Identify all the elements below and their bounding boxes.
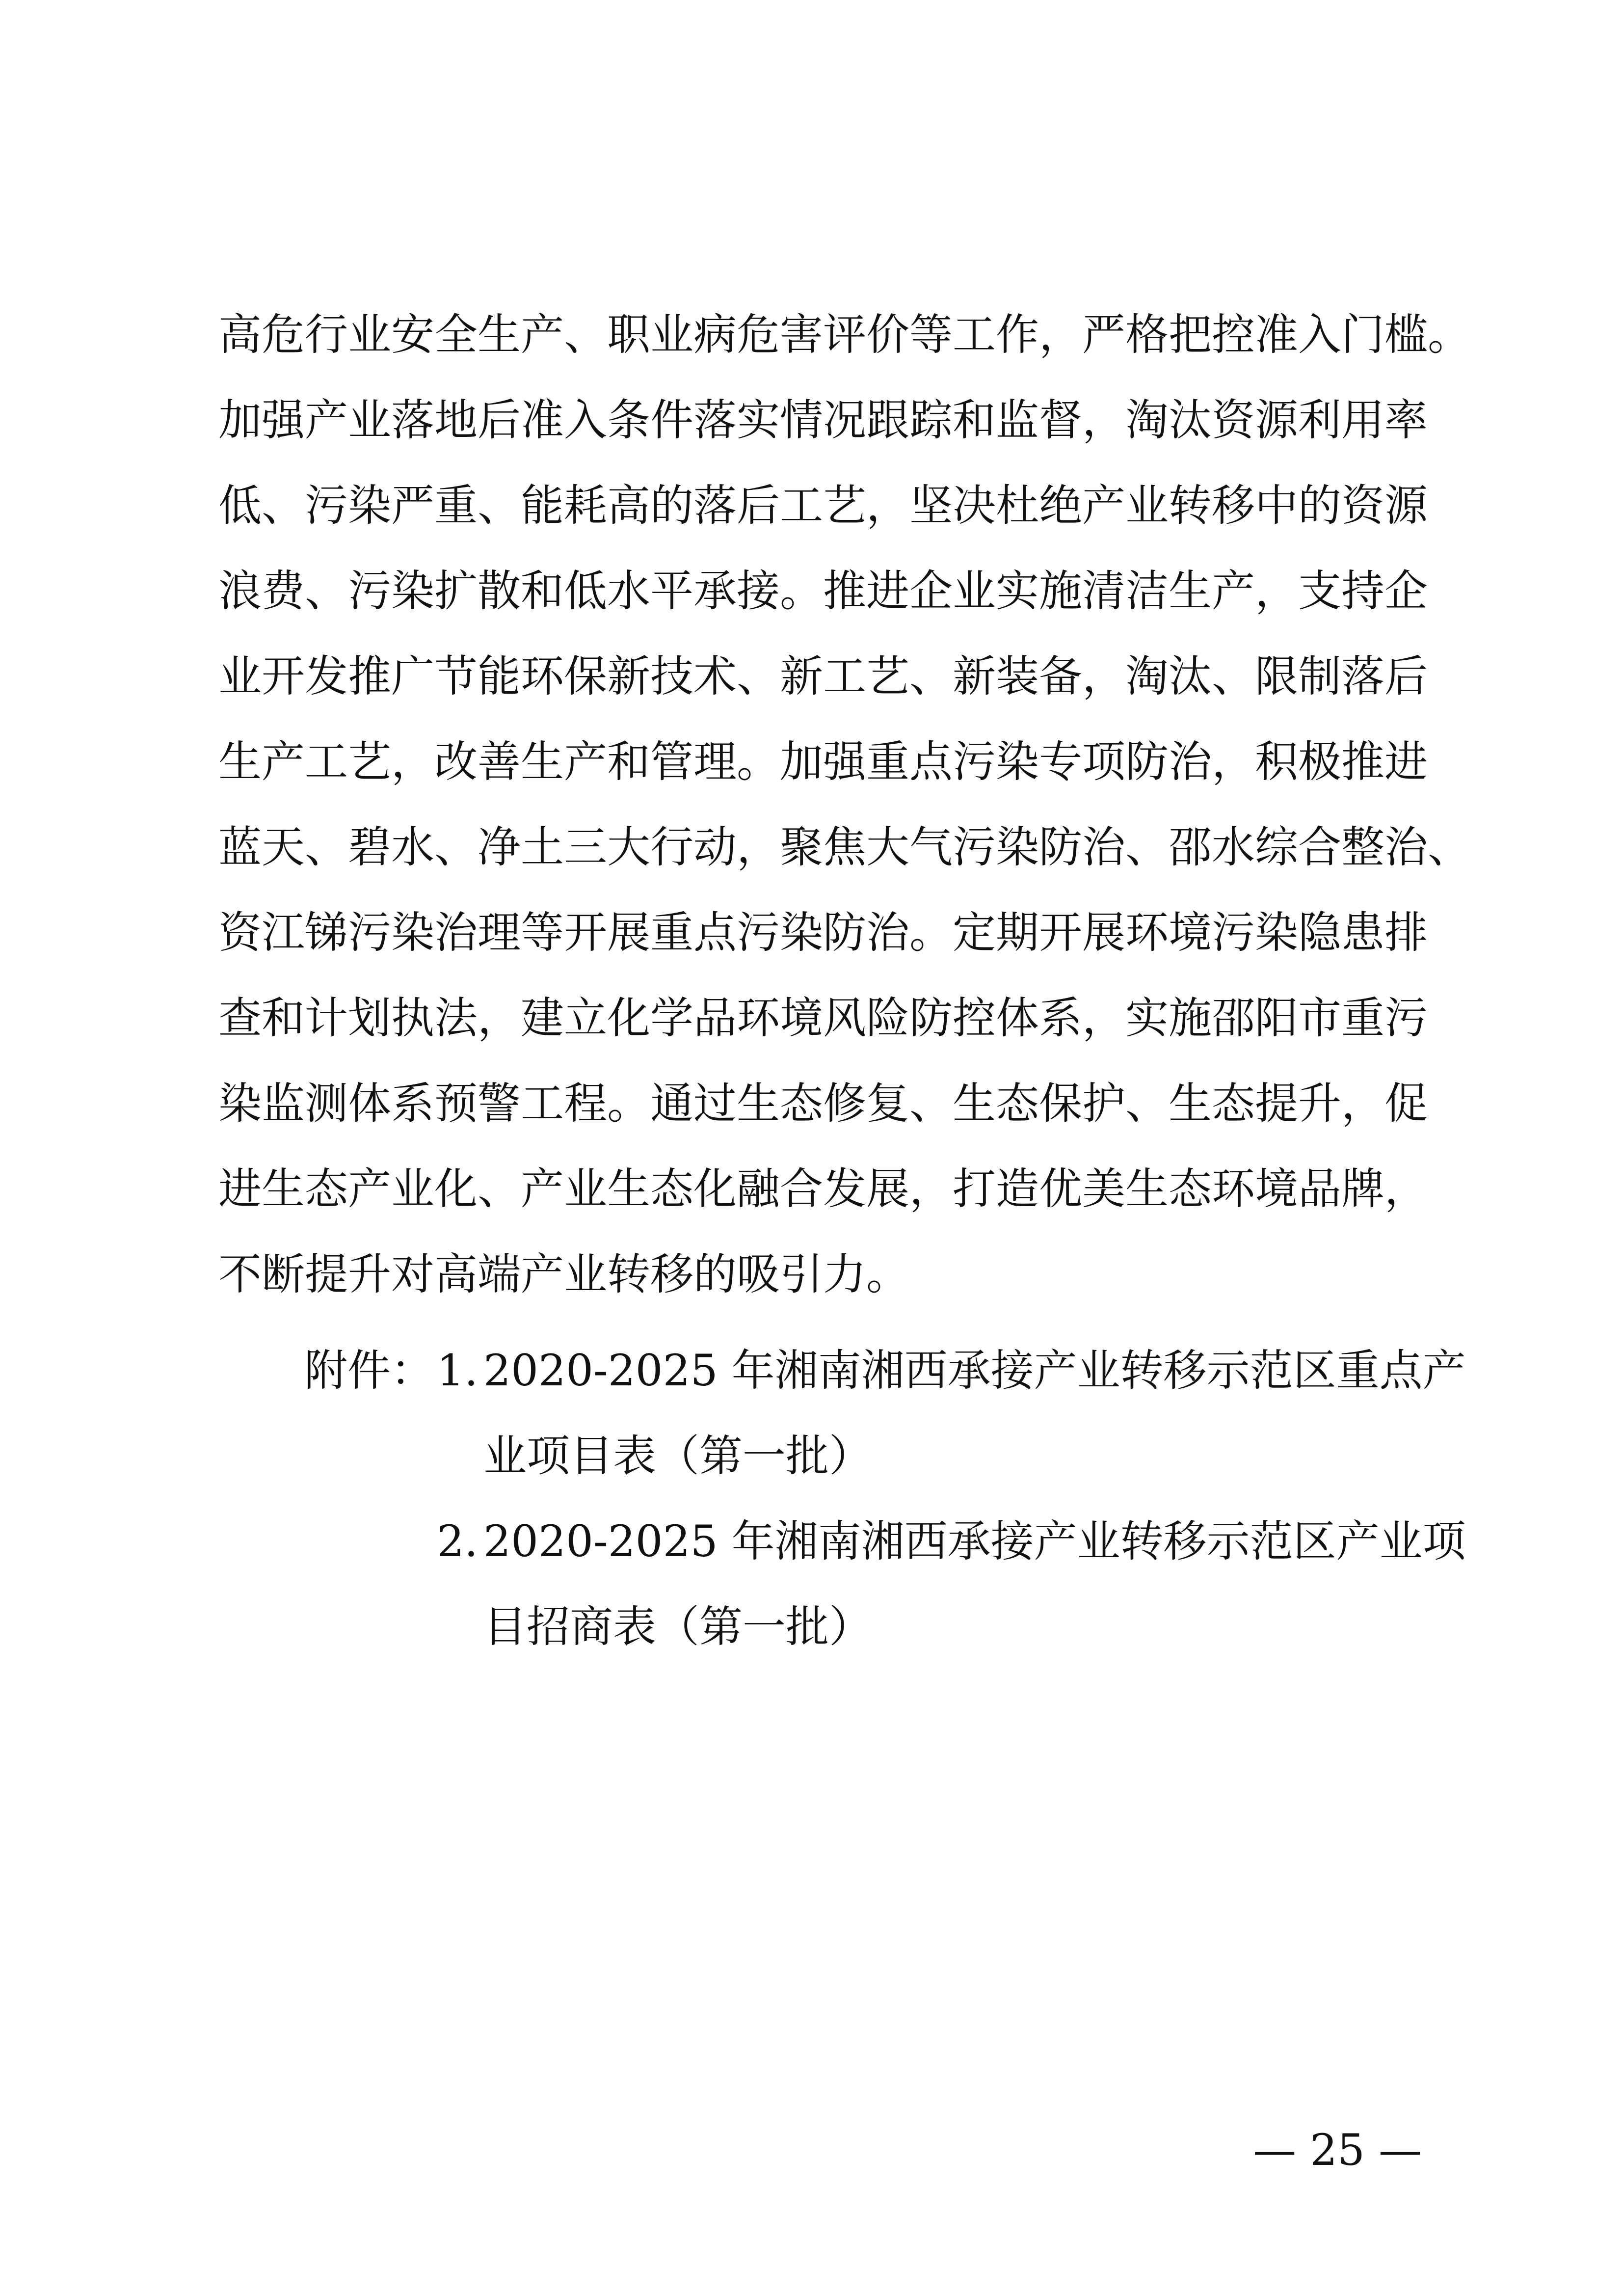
page-number: — 25 — [1253, 2125, 1422, 2175]
attachment-item-2-continued [304, 1584, 1416, 1670]
body-line: 浪费、污染扩散和低水平承接。推进企业实施清洁生产，支持企 [218, 566, 1428, 616]
attachments-label: 附件： [304, 1345, 434, 1396]
body-line: 低、污染严重、能耗高的落后工艺，坚决杜绝产业转移中的资源 [218, 480, 1428, 531]
body-line: 加强产业落地后准入条件落实情况跟踪和监督，淘汰资源利用率 [218, 395, 1428, 445]
body-paragraph [218, 292, 1471, 1317]
body-line: 不断提升对高端产业转移的吸引力。 [218, 1249, 910, 1299]
attachment-title-line: 业项目表（第一批） [483, 1431, 873, 1481]
body-line: 生产工艺，改善生产和管理。加强重点污染专项防治，积极推进 [218, 736, 1428, 787]
attachment-title-line: 目招商表（第一批） [483, 1601, 873, 1652]
body-line: 高危行业安全生产、职业病危害评价等工作，严格把控准入门槛。 [218, 309, 1471, 360]
body-line: 查和计划执法，建立化学品环境风险防控体系，实施邵阳市重污 [218, 993, 1428, 1043]
attachments-list [304, 1328, 1466, 1670]
body-line: 染监测体系预警工程。通过生态修复、生态保护、生态提升，促 [218, 1078, 1428, 1129]
attachment-number: 2. [437, 1516, 478, 1567]
attachment-number: 1. [437, 1345, 478, 1396]
body-line: 业开发推广节能环保新技术、新工艺、新装备，淘汰、限制落后 [218, 651, 1428, 702]
body-line: 资江锑污染治理等开展重点污染防治。定期开展环境污染隐患排 [218, 907, 1428, 958]
body-line: 蓝天、碧水、净土三大行动，聚焦大气污染防治、邵水综合整治、 [218, 822, 1471, 872]
attachment-item-1-continued [304, 1413, 1416, 1499]
attachment-title-line: 2020-2025 年湘南湘西承接产业转移示范区产业项 [483, 1516, 1466, 1567]
attachment-item-1 [304, 1328, 1466, 1413]
attachment-item-2 [304, 1499, 1466, 1584]
attachment-title-line: 2020-2025 年湘南湘西承接产业转移示范区重点产 [483, 1345, 1466, 1396]
body-line: 进生态产业化、产业生态化融合发展，打造优美生态环境品牌， [218, 1163, 1428, 1214]
